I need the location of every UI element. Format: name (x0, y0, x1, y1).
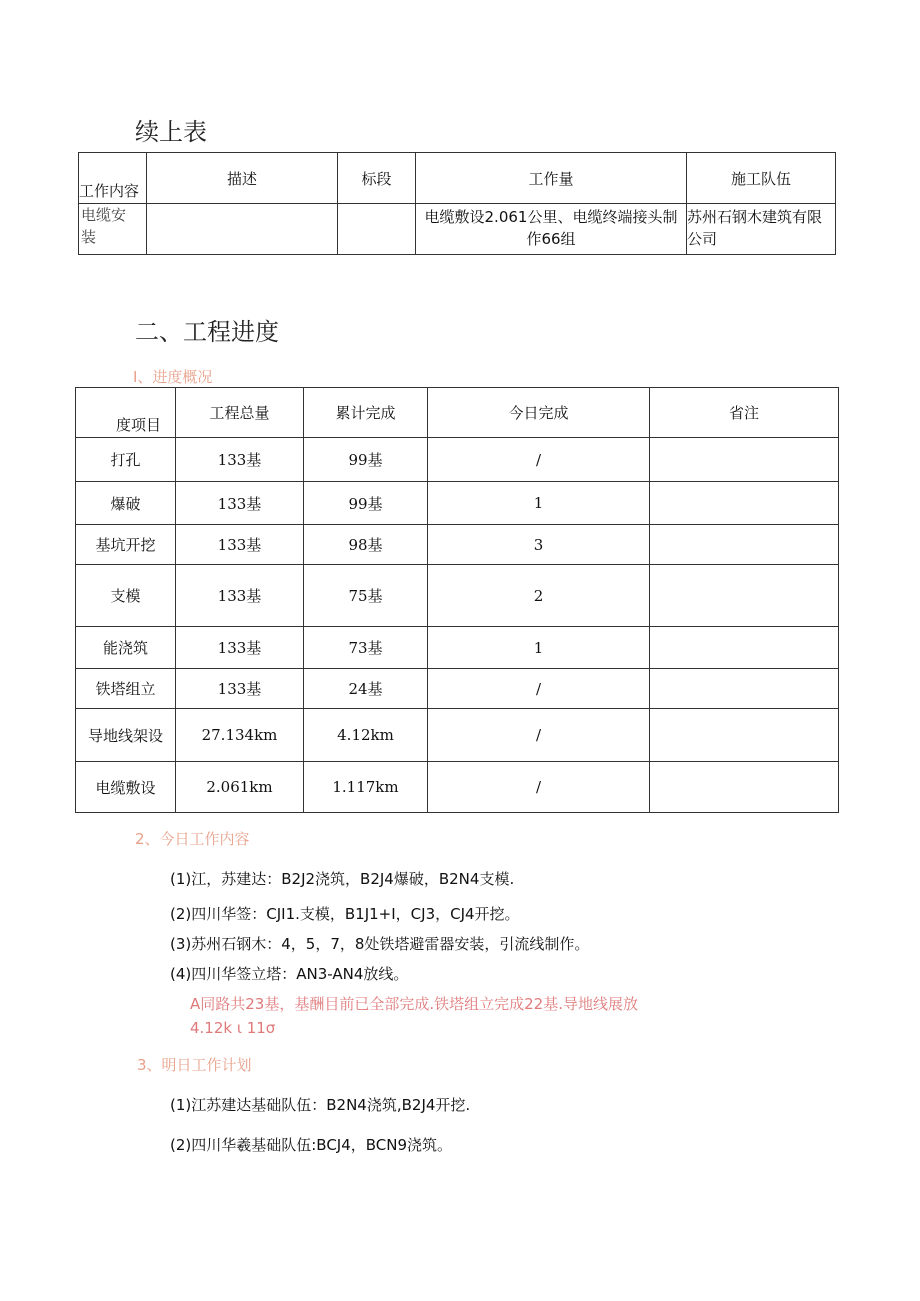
cell-team: 苏州石钢木建筑有限公司 (687, 204, 836, 255)
tomorrow-plan-heading: 3、明日工作计划 (137, 1056, 252, 1074)
row-today: / (428, 762, 650, 813)
table-row (76, 627, 839, 669)
header-cumulative: 累计完成 (304, 388, 428, 438)
header-description: 描述 (147, 153, 338, 204)
header-remark: 省注 (650, 388, 839, 438)
header-team: 施工队伍 (687, 153, 836, 204)
row-total: 27.134km (176, 709, 304, 762)
table-row (76, 438, 839, 482)
table-row (76, 669, 839, 709)
row-item: 支模 (76, 565, 176, 627)
table-row (76, 762, 839, 813)
row-cumulative: 73基 (304, 627, 428, 669)
row-item: 导地线架设 (76, 709, 176, 762)
row-total: 133基 (176, 525, 304, 565)
work-content-table (78, 152, 836, 255)
table-header-row (76, 388, 839, 438)
table-row (76, 565, 839, 627)
row-remark (650, 482, 839, 525)
table-row (76, 709, 839, 762)
header-today: 今日完成 (428, 388, 650, 438)
row-cumulative: 99基 (304, 438, 428, 482)
today-work-heading: 2、今日工作内容 (135, 830, 250, 848)
cell-content: 电缆安装 (79, 204, 147, 255)
row-cumulative: 4.12km (304, 709, 428, 762)
progress-note-line1: A同路共23基，基酬目前已全部完成.铁塔组立完成22基.导地线展放 (190, 995, 638, 1013)
row-remark (650, 565, 839, 627)
cell-description (147, 204, 338, 255)
progress-overview-heading: I、进度概况 (133, 368, 213, 386)
table-row (79, 204, 836, 255)
table-row (76, 482, 839, 525)
row-cumulative: 98基 (304, 525, 428, 565)
row-today: 1 (428, 627, 650, 669)
row-cumulative: 1.117km (304, 762, 428, 813)
row-total: 133基 (176, 438, 304, 482)
progress-note-line2: 4.12k ι 11σ (190, 1019, 276, 1037)
table-row (76, 525, 839, 565)
row-total: 133基 (176, 482, 304, 525)
row-total: 2.061km (176, 762, 304, 813)
row-total: 133基 (176, 669, 304, 709)
today-item-3: (3)苏州石钢木：4，5，7，8处铁塔避雷器安装，引流线制作。 (170, 935, 590, 953)
row-total: 133基 (176, 565, 304, 627)
today-item-2: (2)四川华签：CJI1.支模，B1J1+I，CJ3，CJ4开挖。 (170, 905, 520, 923)
row-remark (650, 627, 839, 669)
row-today: / (428, 709, 650, 762)
cell-workload: 电缆敷设2.061公里、电缆终端接头制作66组 (416, 204, 687, 255)
row-remark (650, 762, 839, 813)
today-item-1: (1)江，苏建达：B2J2浇筑，B2J4爆破，B2N4支模. (170, 870, 515, 888)
today-item-4: (4)四川华签立塔：AN3-AN4放线。 (170, 965, 409, 983)
progress-table (75, 387, 839, 813)
continued-heading: 续上表 (135, 118, 207, 146)
cell-section (338, 204, 416, 255)
row-item: 爆破 (76, 482, 176, 525)
header-item: 度项目 (76, 388, 176, 438)
row-remark (650, 669, 839, 709)
row-today: 2 (428, 565, 650, 627)
row-item: 基坑开挖 (76, 525, 176, 565)
tomorrow-item-1: (1)江苏建达基础队伍：B2N4浇筑,B2J4开挖. (170, 1096, 471, 1114)
row-remark (650, 438, 839, 482)
row-today: / (428, 438, 650, 482)
row-item: 能浇筑 (76, 627, 176, 669)
header-total: 工程总量 (176, 388, 304, 438)
row-item: 打孔 (76, 438, 176, 482)
row-today: 3 (428, 525, 650, 565)
row-item: 电缆敷设 (76, 762, 176, 813)
row-cumulative: 75基 (304, 565, 428, 627)
section-heading: 二、工程进度 (135, 318, 279, 346)
tomorrow-item-2: (2)四川华羲基础队伍:BCJ4，BCN9浇筑。 (170, 1136, 453, 1154)
row-total: 133基 (176, 627, 304, 669)
header-work-content: 工作内容 (79, 153, 147, 204)
row-remark (650, 709, 839, 762)
row-today: / (428, 669, 650, 709)
row-cumulative: 24基 (304, 669, 428, 709)
row-item: 铁塔组立 (76, 669, 176, 709)
row-remark (650, 525, 839, 565)
row-today: 1 (428, 482, 650, 525)
row-cumulative: 99基 (304, 482, 428, 525)
header-workload: 工作量 (416, 153, 687, 204)
table-header-row (79, 153, 836, 204)
header-section: 标段 (338, 153, 416, 204)
